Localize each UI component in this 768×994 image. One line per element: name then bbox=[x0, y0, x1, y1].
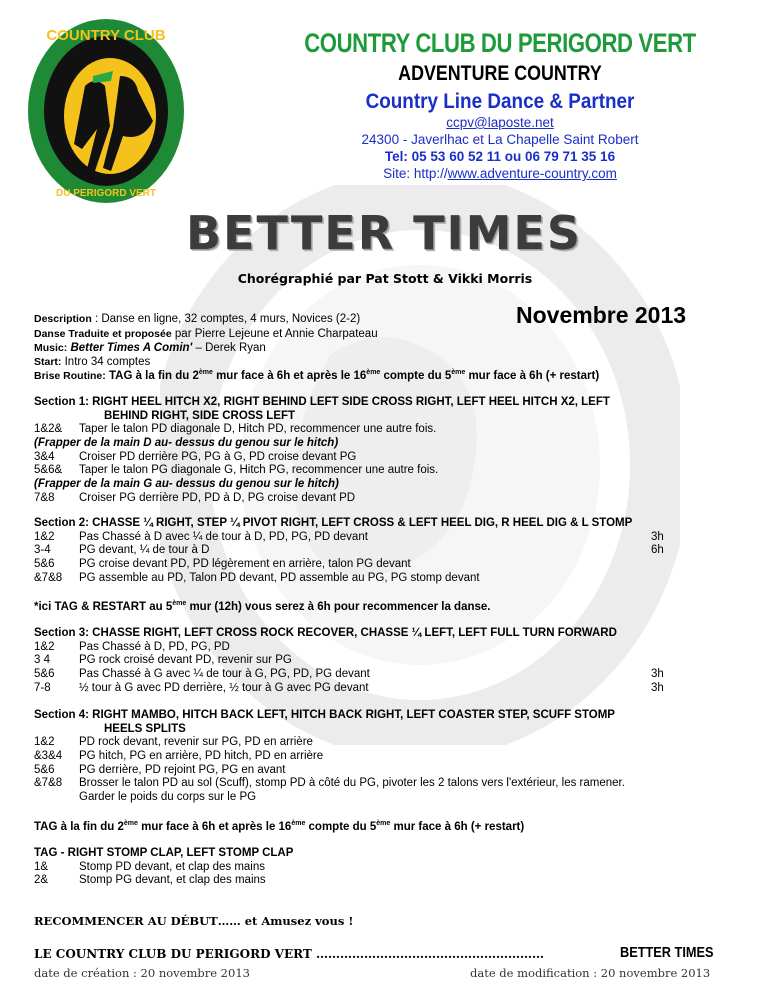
start-text: Intro 34 comptes bbox=[61, 356, 151, 368]
tag-heading: TAG - RIGHT STOMP CLAP, LEFT STOMP CLAP bbox=[34, 847, 294, 859]
step-row: 3&4 Croiser PD derrière PG, PG à G, PD croise devant PG bbox=[34, 450, 357, 463]
section-4-heading-cont: HEELS SPLITS bbox=[104, 722, 186, 735]
description-label: Description bbox=[34, 313, 92, 325]
music-artist: – Derek Ryan bbox=[192, 342, 266, 354]
step-row: 1&2& Taper le talon PD diagonale D, Hitch PD, recommencer une autre fois. bbox=[34, 423, 437, 436]
email-link[interactable]: ccpv@laposte.net bbox=[446, 115, 554, 130]
step-row: &7&8 Brosser le talon PD au sol (Scuff), stomp PD à côté du PG, pivoter les 2 talons vers l'extérieur, les ramener. bbox=[34, 777, 625, 790]
footer-club: LE COUNTRY CLUB DU PERIGORD VERT ………………………………………………… bbox=[34, 947, 544, 961]
section-3 bbox=[34, 627, 734, 695]
section-3-heading: Section 3: CHASSE RIGHT, LEFT CROSS ROCK RECOVER, CHASSE ¼ LEFT, LEFT FULL TURN FORWARD bbox=[34, 627, 617, 639]
section-1-heading-cont: BEHIND RIGHT, SIDE CROSS LEFT bbox=[104, 409, 296, 422]
restart-instruction: RECOMMENCER AU DÉBUT…… et Amusez vous ! bbox=[34, 914, 354, 928]
footer-dance-title: BETTER TIMES bbox=[620, 944, 714, 961]
step-row: &3&4 PG hitch, PG en arrière, PD hitch, PD en arrière bbox=[34, 750, 324, 763]
contact-block bbox=[240, 114, 760, 182]
start-label: Start: bbox=[34, 356, 62, 368]
restart-note: *ici TAG & RESTART au 5ème mur (12h) vous serez à 6h pour recommencer la danse. bbox=[34, 600, 491, 614]
music-line bbox=[34, 342, 266, 354]
step-note: (Frapper de la main D au- dessus du genou sur le hitch) bbox=[34, 437, 339, 450]
music-label: Music: bbox=[34, 342, 68, 354]
translated-text: par Pierre Lejeune et Annie Charpateau bbox=[171, 328, 378, 340]
address: 24300 - Javerlhac et La Chapelle Saint Robert bbox=[361, 132, 639, 147]
logo-text-bottom: DU PERIGORD VERT bbox=[55, 188, 157, 199]
description-line bbox=[34, 313, 360, 325]
section-4 bbox=[34, 709, 734, 835]
section-1-heading: Section 1: RIGHT HEEL HITCH X2, RIGHT BEHIND LEFT SIDE CROSS RIGHT, LEFT HEEL HITCH X2, LEFT bbox=[34, 396, 610, 408]
section-2 bbox=[34, 517, 734, 615]
description-text: : Danse en ligne, 32 comptes, 4 murs, Novices (2-2) bbox=[91, 313, 361, 325]
telephone: Tel: 05 53 60 52 11 ou 06 79 71 35 16 bbox=[384, 149, 616, 164]
dance-date: Novembre 2013 bbox=[516, 302, 687, 328]
club-name: COUNTRY CLUB DU PERIGORD VERT bbox=[304, 28, 696, 58]
tag-section bbox=[34, 847, 734, 888]
music-title: Better Times A Comin' bbox=[70, 342, 193, 354]
step-row: Garder le poids du corps sur le PG bbox=[79, 791, 257, 804]
subtitle: ADVENTURE COUNTRY bbox=[398, 62, 602, 85]
club-logo bbox=[25, 16, 187, 206]
step-row: 3-4 PG devant, ¼ de tour à D 6h bbox=[34, 544, 664, 557]
step-row: &7&8 PG assemble au PD, Talon PD devant, PD assemble au PG, PG stomp devant bbox=[34, 571, 480, 584]
brise-label: Brise Routine: bbox=[34, 370, 106, 382]
step-row: 5&6 PG derrière, PD rejoint PG, PG en avant bbox=[34, 763, 286, 776]
section-2-heading: Section 2: CHASSE ¼ RIGHT, STEP ¼ PIVOT RIGHT, LEFT CROSS & LEFT HEEL DIG, R HEEL DIG & L STOMP bbox=[34, 517, 633, 529]
website-link[interactable]: www.adventure-country.com bbox=[447, 166, 617, 181]
modification-date: date de modification : 20 novembre 2013 bbox=[470, 966, 711, 980]
step-row: 5&6 Pas Chassé à G avec ¼ de tour à G, PG, PD, PG devant 3h bbox=[34, 668, 664, 681]
website bbox=[240, 165, 760, 182]
section-1 bbox=[34, 396, 734, 506]
choreographer-line bbox=[150, 271, 620, 286]
step-row: 2& Stomp PG devant, et clap des mains bbox=[34, 874, 266, 887]
tagline: Country Line Dance & Partner bbox=[365, 90, 635, 113]
section-4-heading: Section 4: RIGHT MAMBO, HITCH BACK LEFT, HITCH BACK RIGHT, LEFT COASTER STEP, SCUFF STOMP bbox=[34, 709, 615, 721]
step-row: 7&8 Croiser PG derrière PD, PD à D, PG croise devant PD bbox=[34, 491, 356, 504]
step-note: (Frapper de la main G au- dessus du genou sur le hitch) bbox=[34, 478, 339, 491]
step-row: 3 4 PG rock croisé devant PD, revenir sur PG bbox=[34, 654, 292, 667]
brise-text: TAG à la fin du 2ème mur face à 6h et après le 16ème compte du 5ème mur face à 6h (+ restart) bbox=[108, 369, 600, 382]
step-row: 1& Stomp PD devant, et clap des mains bbox=[34, 860, 266, 873]
choreographers: Pat Stott & Vikki Morris bbox=[365, 271, 533, 286]
step-row: 7-8 ½ tour à G avec PD derrière, ½ tour à G avec PG devant 3h bbox=[34, 681, 664, 694]
translated-line bbox=[34, 328, 378, 340]
creation-date: date de création : 20 novembre 2013 bbox=[34, 966, 250, 980]
tag-note: TAG à la fin du 2ème mur face à 6h et après le 16ème compte du 5ème mur face à 6h (+ restart) bbox=[34, 819, 525, 833]
step-row: 5&6& Taper le talon PG diagonale G, Hitch PG, recommencer une autre fois. bbox=[34, 464, 439, 477]
step-row: 1&2 Pas Chassé à D avec ¼ de tour à D, PD, PG, PD devant 3h bbox=[34, 530, 664, 543]
site-prefix: Site: http:// bbox=[383, 166, 448, 181]
step-row: 1&2 Pas Chassé à D, PD, PG, PD bbox=[34, 640, 230, 653]
dance-title: BETTER TIMES bbox=[186, 206, 582, 260]
brise-line bbox=[34, 369, 599, 382]
logo-text-top: COUNTRY CLUB bbox=[46, 27, 166, 44]
start-line bbox=[34, 356, 150, 368]
step-row: 1&2 PD rock devant, revenir sur PG, PD en arrière bbox=[34, 736, 313, 749]
choreo-prefix: Chorégraphié par bbox=[237, 271, 362, 286]
translated-label: Danse Traduite et proposée bbox=[34, 328, 172, 340]
step-row: 5&6 PG croise devant PD, PD légèrement en arrière, talon PG devant bbox=[34, 558, 411, 571]
